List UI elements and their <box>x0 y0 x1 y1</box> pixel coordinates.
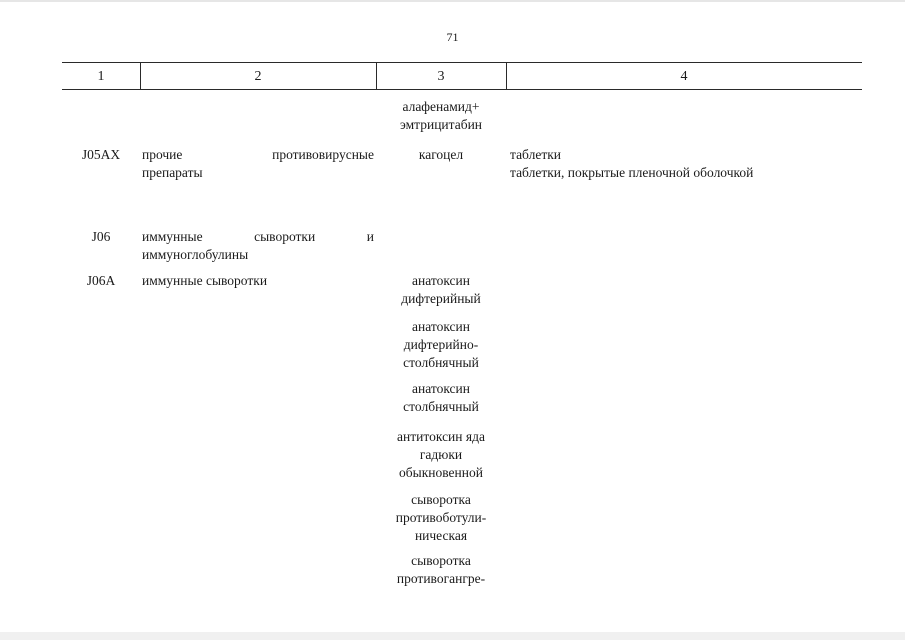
table-header-top-rule <box>62 62 862 63</box>
dosage-form: таблетки, покрытые пленочной оболочкой <box>510 165 754 180</box>
group-name-word: прочие <box>142 147 183 162</box>
scan-top-edge <box>0 0 905 2</box>
drug-name-cell <box>376 318 506 372</box>
dosage-forms-cell <box>510 146 860 182</box>
group-name-word: сыворотки <box>254 229 316 244</box>
drug-name-cell <box>376 98 506 134</box>
drug-name-line: эмтрицитабин <box>399 117 483 132</box>
drug-name-line: столбнячный <box>403 355 479 370</box>
drug-name-line: противоботули- <box>395 510 487 525</box>
atc-code: J06A <box>86 273 116 288</box>
drug-name-line: дифтерийный <box>401 291 481 306</box>
group-name-word: противовирусные <box>272 147 374 162</box>
table-header-bottom-rule <box>62 89 862 90</box>
page-number: 71 <box>446 30 459 44</box>
column-header-4: 4 <box>680 69 688 84</box>
drug-name-line: сыворотка <box>411 492 471 507</box>
group-name-word: и <box>366 229 374 244</box>
atc-group-name: иммунные сыворотки <box>142 273 268 288</box>
drug-name-line: противогангре- <box>396 571 486 586</box>
drug-name-line: алафенамид+ <box>402 99 480 114</box>
drug-name-line: анатоксин <box>412 273 470 288</box>
column-header-2: 2 <box>254 69 262 84</box>
drug-name-cell <box>376 428 506 482</box>
drug-name-line: анатоксин <box>412 319 470 334</box>
atc-group-name <box>142 146 374 182</box>
column-header-1: 1 <box>97 69 105 84</box>
drug-name-line: столбнячный <box>403 399 479 414</box>
atc-code: J05AX <box>81 147 121 162</box>
drug-name-cell <box>376 272 506 308</box>
drug-name-cell <box>376 552 506 588</box>
drug-name-line: ническая <box>414 528 468 543</box>
drug-name-line: антитоксин яда <box>397 429 485 444</box>
group-name-line: препараты <box>142 165 203 180</box>
scan-bottom-edge <box>0 632 905 640</box>
drug-name-line: сыворотка <box>411 553 471 568</box>
column-header-3: 3 <box>437 69 445 84</box>
drug-name-cell <box>376 380 506 416</box>
drug-name-cell: кагоцел <box>418 147 464 162</box>
dosage-form: таблетки <box>510 147 562 162</box>
drug-name-line: дифтерийно- <box>403 337 479 352</box>
group-name-word: иммунные <box>142 229 203 244</box>
drug-name-cell <box>376 491 506 545</box>
drug-name-line: гадюки <box>419 447 463 462</box>
group-name-line: иммуноглобулины <box>142 247 249 262</box>
drug-name-line: обыкновенной <box>399 465 483 480</box>
atc-code: J06 <box>91 229 111 244</box>
drug-name-line: анатоксин <box>412 381 470 396</box>
atc-group-name <box>142 228 374 264</box>
